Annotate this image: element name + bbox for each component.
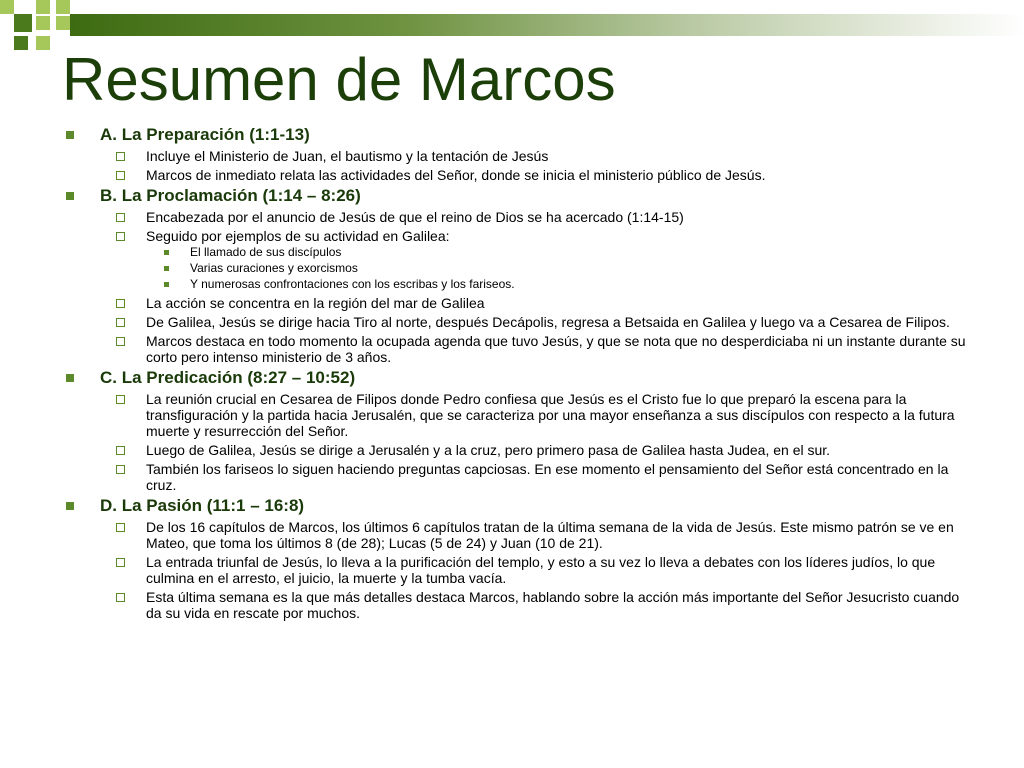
- list-item: Encabezada por el anuncio de Jesús de que el reino de Dios se ha acercado (1:14-15): [66, 209, 966, 225]
- hollow-square-bullet-icon: [116, 446, 125, 455]
- hollow-square-bullet-icon: [116, 299, 125, 308]
- sub-list-item: Varias curaciones y exorcismos: [66, 261, 966, 276]
- list-item: También los fariseos lo siguen haciendo preguntas capciosas. En ese momento el pensamiento del Señor está concentrado en la cruz.: [66, 461, 966, 493]
- header-gradient-bar: [70, 14, 1024, 36]
- decor-square: [14, 36, 28, 50]
- square-bullet-icon: [66, 374, 74, 382]
- list-item: Incluye el Ministerio de Juan, el bautismo y la tentación de Jesús: [66, 148, 966, 164]
- list-item: La acción se concentra en la región del mar de Galilea: [66, 295, 966, 311]
- list-item: Marcos destaca en todo momento la ocupada agenda que tuvo Jesús, y que se nota que no desperdiciaba ni un instante durante su corto pero intenso ministerio de 3 años.: [66, 333, 966, 365]
- section-heading: C. La Predicación (8:27 – 10:52): [66, 368, 966, 388]
- list-item: Luego de Galilea, Jesús se dirige a Jerusalén y a la cruz, pero primero pasa de Galilea hasta Judea, en el sur.: [66, 442, 966, 458]
- slide-title: Resumen de Marcos: [62, 46, 616, 113]
- list-item: La entrada triunfal de Jesús, lo lleva a la purificación del templo, y esto a su vez lo lleva a debates con los líderes judíos, lo que culmina en el arresto, el juicio, la muerte y la tumba vacía.: [66, 554, 966, 586]
- section-heading: D. La Pasión (11:1 – 16:8): [66, 496, 966, 516]
- small-square-bullet-icon: [164, 266, 169, 271]
- list-item: Marcos de inmediato relata las actividades del Señor, donde se inicia el ministerio público de Jesús.: [66, 167, 966, 183]
- decor-square: [36, 16, 50, 30]
- decor-square: [14, 14, 32, 32]
- small-square-bullet-icon: [164, 282, 169, 287]
- decor-square: [56, 0, 70, 14]
- hollow-square-bullet-icon: [116, 171, 125, 180]
- list-item: De los 16 capítulos de Marcos, los últimos 6 capítulos tratan de la última semana de la vida de Jesús. Este mismo patrón se ve en Mateo, que toma los últimos 8 (de 28); Lucas (5 de 24) y Juan (10 de 21).: [66, 519, 966, 551]
- decor-square: [36, 0, 50, 14]
- square-bullet-icon: [66, 131, 74, 139]
- hollow-square-bullet-icon: [116, 523, 125, 532]
- decor-square: [56, 16, 70, 30]
- section-heading: A. La Preparación (1:1-13): [66, 125, 966, 145]
- hollow-square-bullet-icon: [116, 593, 125, 602]
- small-square-bullet-icon: [164, 250, 169, 255]
- hollow-square-bullet-icon: [116, 318, 125, 327]
- decor-square: [0, 0, 14, 14]
- sub-list-item: Y numerosas confrontaciones con los escribas y los fariseos.: [66, 277, 966, 292]
- hollow-square-bullet-icon: [116, 558, 125, 567]
- list-item: La reunión crucial en Cesarea de Filipos donde Pedro confiesa que Jesús es el Cristo fue lo que preparó la escena para la transfiguración y la partida hacia Jerusalén, que se caracteriza por una mayor enseñanza a sus discípulos con respecto a la futura muerte y resurrección del Señor.: [66, 391, 966, 439]
- hollow-square-bullet-icon: [116, 337, 125, 346]
- square-bullet-icon: [66, 502, 74, 510]
- hollow-square-bullet-icon: [116, 395, 125, 404]
- list-item: Seguido por ejemplos de su actividad en Galilea:: [66, 228, 966, 244]
- sub-list-item: El llamado de sus discípulos: [66, 245, 966, 260]
- list-item: De Galilea, Jesús se dirige hacia Tiro al norte, después Decápolis, regresa a Betsaida en Galilea y luego va a Cesarea de Filipos.: [66, 314, 966, 330]
- list-item: Esta última semana es la que más detalles destaca Marcos, hablando sobre la acción más importante del Señor Jesucristo cuando da su vida en rescate por muchos.: [66, 589, 966, 621]
- slide-body: [66, 122, 966, 621]
- decor-square: [36, 36, 50, 50]
- section-heading: B. La Proclamación (1:14 – 8:26): [66, 186, 966, 206]
- hollow-square-bullet-icon: [116, 465, 125, 474]
- hollow-square-bullet-icon: [116, 152, 125, 161]
- square-bullet-icon: [66, 192, 74, 200]
- hollow-square-bullet-icon: [116, 213, 125, 222]
- hollow-square-bullet-icon: [116, 232, 125, 241]
